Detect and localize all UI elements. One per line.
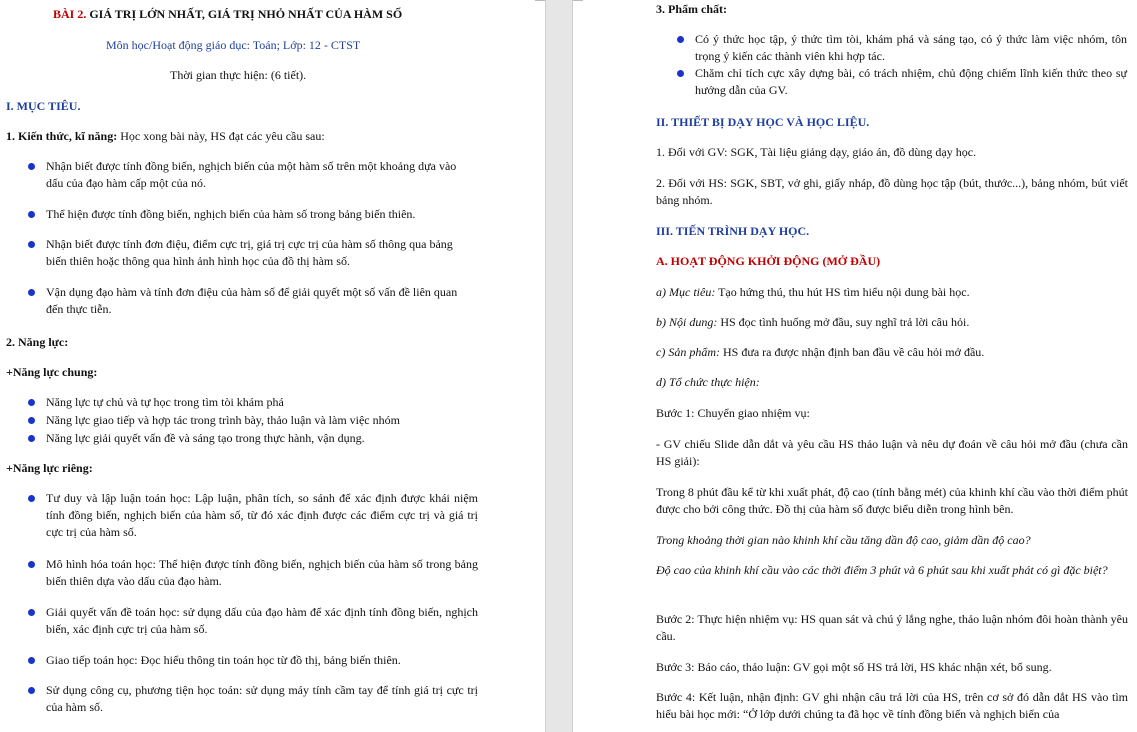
bullet-icon <box>28 435 35 442</box>
lesson-title <box>53 6 402 23</box>
knowledge-item: Nhận biết được tính đồng biến, nghịch biến của một hàm số trên một khoảng dựa vào dấu của đạo hàm cấp một của nó. <box>46 159 457 190</box>
product-text: HS đưa ra được nhận định ban đầu về câu hỏi mở đầu. <box>719 345 985 359</box>
bullet-icon <box>28 657 35 664</box>
bullet-icon <box>28 399 35 406</box>
time-line: Thời gian thực hiện: (6 tiết). <box>170 68 307 82</box>
lesson-title-text: GIÁ TRỊ LỚN NHẤT, GIÁ TRỊ NHỎ NHẤT CỦA HÀM SỐ <box>86 7 403 21</box>
step-4: Bước 4: Kết luận, nhận định: GV ghi nhận câu trả lời của HS, trên cơ sở đó dẫn dắt HS vào tìm hiểu bài học mới: “Ở lớp dưới chúng ta đã học về tính đồng biến và nghịch biến của <box>656 690 1128 721</box>
document-page-left <box>0 0 545 732</box>
activity-content <box>656 314 969 331</box>
general-competency-item: Năng lực tự chủ và tự học trong tìm tòi khám phá <box>46 395 284 409</box>
teacher-slide-instruction: - GV chiếu Slide dẫn dắt và yêu cầu HS thảo luận và nêu dự đoán về câu hỏi mở đầu (chưa cần HS giải): <box>656 437 1128 468</box>
bullet-icon <box>28 163 35 170</box>
knowledge-intro: Học xong bài này, HS đạt các yêu cầu sau: <box>117 129 325 143</box>
lesson-number: BÀI 2. <box>53 7 87 21</box>
product-label: c) Sản phẩm: <box>656 345 720 359</box>
document-page-right <box>573 0 1137 732</box>
opening-problem: Trong 8 phút đầu kể từ khi xuất phát, độ cao (tính bằng mét) của khinh khí cầu vào thời điểm phút được cho bởi công thức. Đồ thị của hàm số được biểu diễn trong hình bên. <box>656 485 1128 516</box>
specific-competency-item: Sử dụng công cụ, phương tiện học toán: sử dụng máy tính cầm tay để tính giá trị cực trị của hàm số. <box>46 683 478 714</box>
specific-competency-item: Giải quyết vấn đề toán học: sử dụng dấu của đạo hàm để xác định tính đồng biến, nghịch biến, xác định cực trị của hàm số. <box>46 605 478 636</box>
equipment-student: 2. Đối với HS: SGK, SBT, vở ghi, giấy nháp, đồ dùng học tập (bút, thước...), bảng nhóm, bút viết bảng nhóm. <box>656 176 1128 207</box>
activity-heading: A. HOẠT ĐỘNG KHỞI ĐỘNG (MỞ ĐẦU) <box>656 254 881 268</box>
general-competency-item: Năng lực giao tiếp và hợp tác trong trình bày, thảo luận và làm việc nhóm <box>46 413 400 427</box>
bullet-icon <box>677 70 684 77</box>
activity-product <box>656 344 984 361</box>
subject-line: Môn học/Hoạt động giáo dục: Toán; Lớp: 12 - CTST <box>106 38 361 52</box>
bullet-icon <box>28 609 35 616</box>
bullet-icon <box>28 241 35 248</box>
knowledge-item: Nhận biết được tính đơn điệu, điểm cực trị, giá trị cực trị của hàm số thông qua bảng biến thiên hoặc thông qua hình ảnh hình học của đồ thị hàm số. <box>46 237 453 268</box>
specific-competency-item: Mô hình hóa toán học: Thể hiện được tính đồng biến, nghịch biến của hàm số trong bảng biến thiên dựa vào dấu của đạo hàm. <box>46 557 478 588</box>
page-gap <box>545 0 573 732</box>
specific-competency-heading: +Năng lực riêng: <box>6 461 93 475</box>
knowledge-item: Thể hiện được tính đồng biến, nghịch biến của hàm số trong bảng biến thiên. <box>46 207 416 221</box>
section-heading-process: III. TIẾN TRÌNH DẠY HỌC. <box>656 224 810 238</box>
quality-item: Có ý thức học tập, ý thức tìm tòi, khám phá và sáng tạo, có ý thức làm việc nhóm, tôn trọng ý kiến các thành viên khi hợp tác. <box>695 32 1127 63</box>
bullet-icon <box>28 289 35 296</box>
activity-organization: d) Tổ chức thực hiện: <box>656 375 760 389</box>
quality-heading: 3. Phẩm chất: <box>656 2 727 16</box>
knowledge-item: Vận dụng đạo hàm và tính đơn điệu của hàm số để giải quyết một số vấn đề liên quan đến thực tiễn. <box>46 285 458 316</box>
specific-competency-item: Giao tiếp toán học: Đọc hiểu thông tin toán học từ đồ thị, bảng biến thiên. <box>46 653 401 667</box>
step-1: Bước 1: Chuyển giao nhiệm vụ: <box>656 406 810 420</box>
content-label: b) Nội dung: <box>656 315 718 329</box>
page-corner-mark <box>573 0 583 11</box>
bullet-icon <box>28 687 35 694</box>
section-heading-equipment: II. THIẾT BỊ DẠY HỌC VÀ HỌC LIỆU. <box>656 115 870 129</box>
quality-item: Chăm chỉ tích cực xây dựng bài, có trách nhiệm, chủ động chiếm lĩnh kiến thức theo sự hướng dẫn của GV. <box>695 66 1127 97</box>
general-competency-item: Năng lực giải quyết vấn đề và sáng tạo trong thực hành, vận dụng. <box>46 431 365 445</box>
section-heading-objectives: I. MỤC TIÊU. <box>6 99 81 113</box>
general-competency-heading: +Năng lực chung: <box>6 365 98 379</box>
bullet-icon <box>28 211 35 218</box>
knowledge-label: 1. Kiến thức, kĩ năng: <box>6 129 118 143</box>
bullet-icon <box>677 36 684 43</box>
activity-goal <box>656 284 970 301</box>
specific-competency-item: Tư duy và lập luận toán học: Lập luận, phân tích, so sánh để xác định được khái niệm tính đồng biến, nghịch biến của hàm số, từ đó xác định được các điểm cực trị và giá trị cực trị của hàm số. <box>46 491 478 539</box>
step-2: Bước 2: Thực hiện nhiệm vụ: HS quan sát và chú ý lắng nghe, thảo luận nhóm đôi hoàn thành yêu cầu. <box>656 612 1128 643</box>
goal-label: a) Mục tiêu: <box>656 285 716 299</box>
opening-question-2: Độ cao của khinh khí cầu vào các thời điểm 3 phút và 6 phút sau khi xuất phát có gì đặc biệt? <box>656 563 1108 577</box>
opening-question-1: Trong khoảng thời gian nào khinh khí cầu tăng dần độ cao, giảm dần độ cao? <box>656 533 1031 547</box>
step-3: Bước 3: Báo cáo, thảo luận: GV gọi một số HS trả lời, HS khác nhận xét, bổ sung. <box>656 660 1052 674</box>
competency-heading: 2. Năng lực: <box>6 335 69 349</box>
content-text: HS đọc tình huống mở đầu, suy nghĩ trả lời câu hỏi. <box>717 315 970 329</box>
bullet-icon <box>28 561 35 568</box>
bullet-icon <box>28 495 35 502</box>
knowledge-heading <box>6 128 325 145</box>
page-corner-mark <box>535 0 545 11</box>
equipment-teacher: 1. Đối với GV: SGK, Tài liệu giảng dạy, giáo án, đồ dùng dạy học. <box>656 145 977 159</box>
bullet-icon <box>28 417 35 424</box>
goal-text: Tạo hứng thú, thu hút HS tìm hiểu nội dung bài học. <box>715 285 970 299</box>
